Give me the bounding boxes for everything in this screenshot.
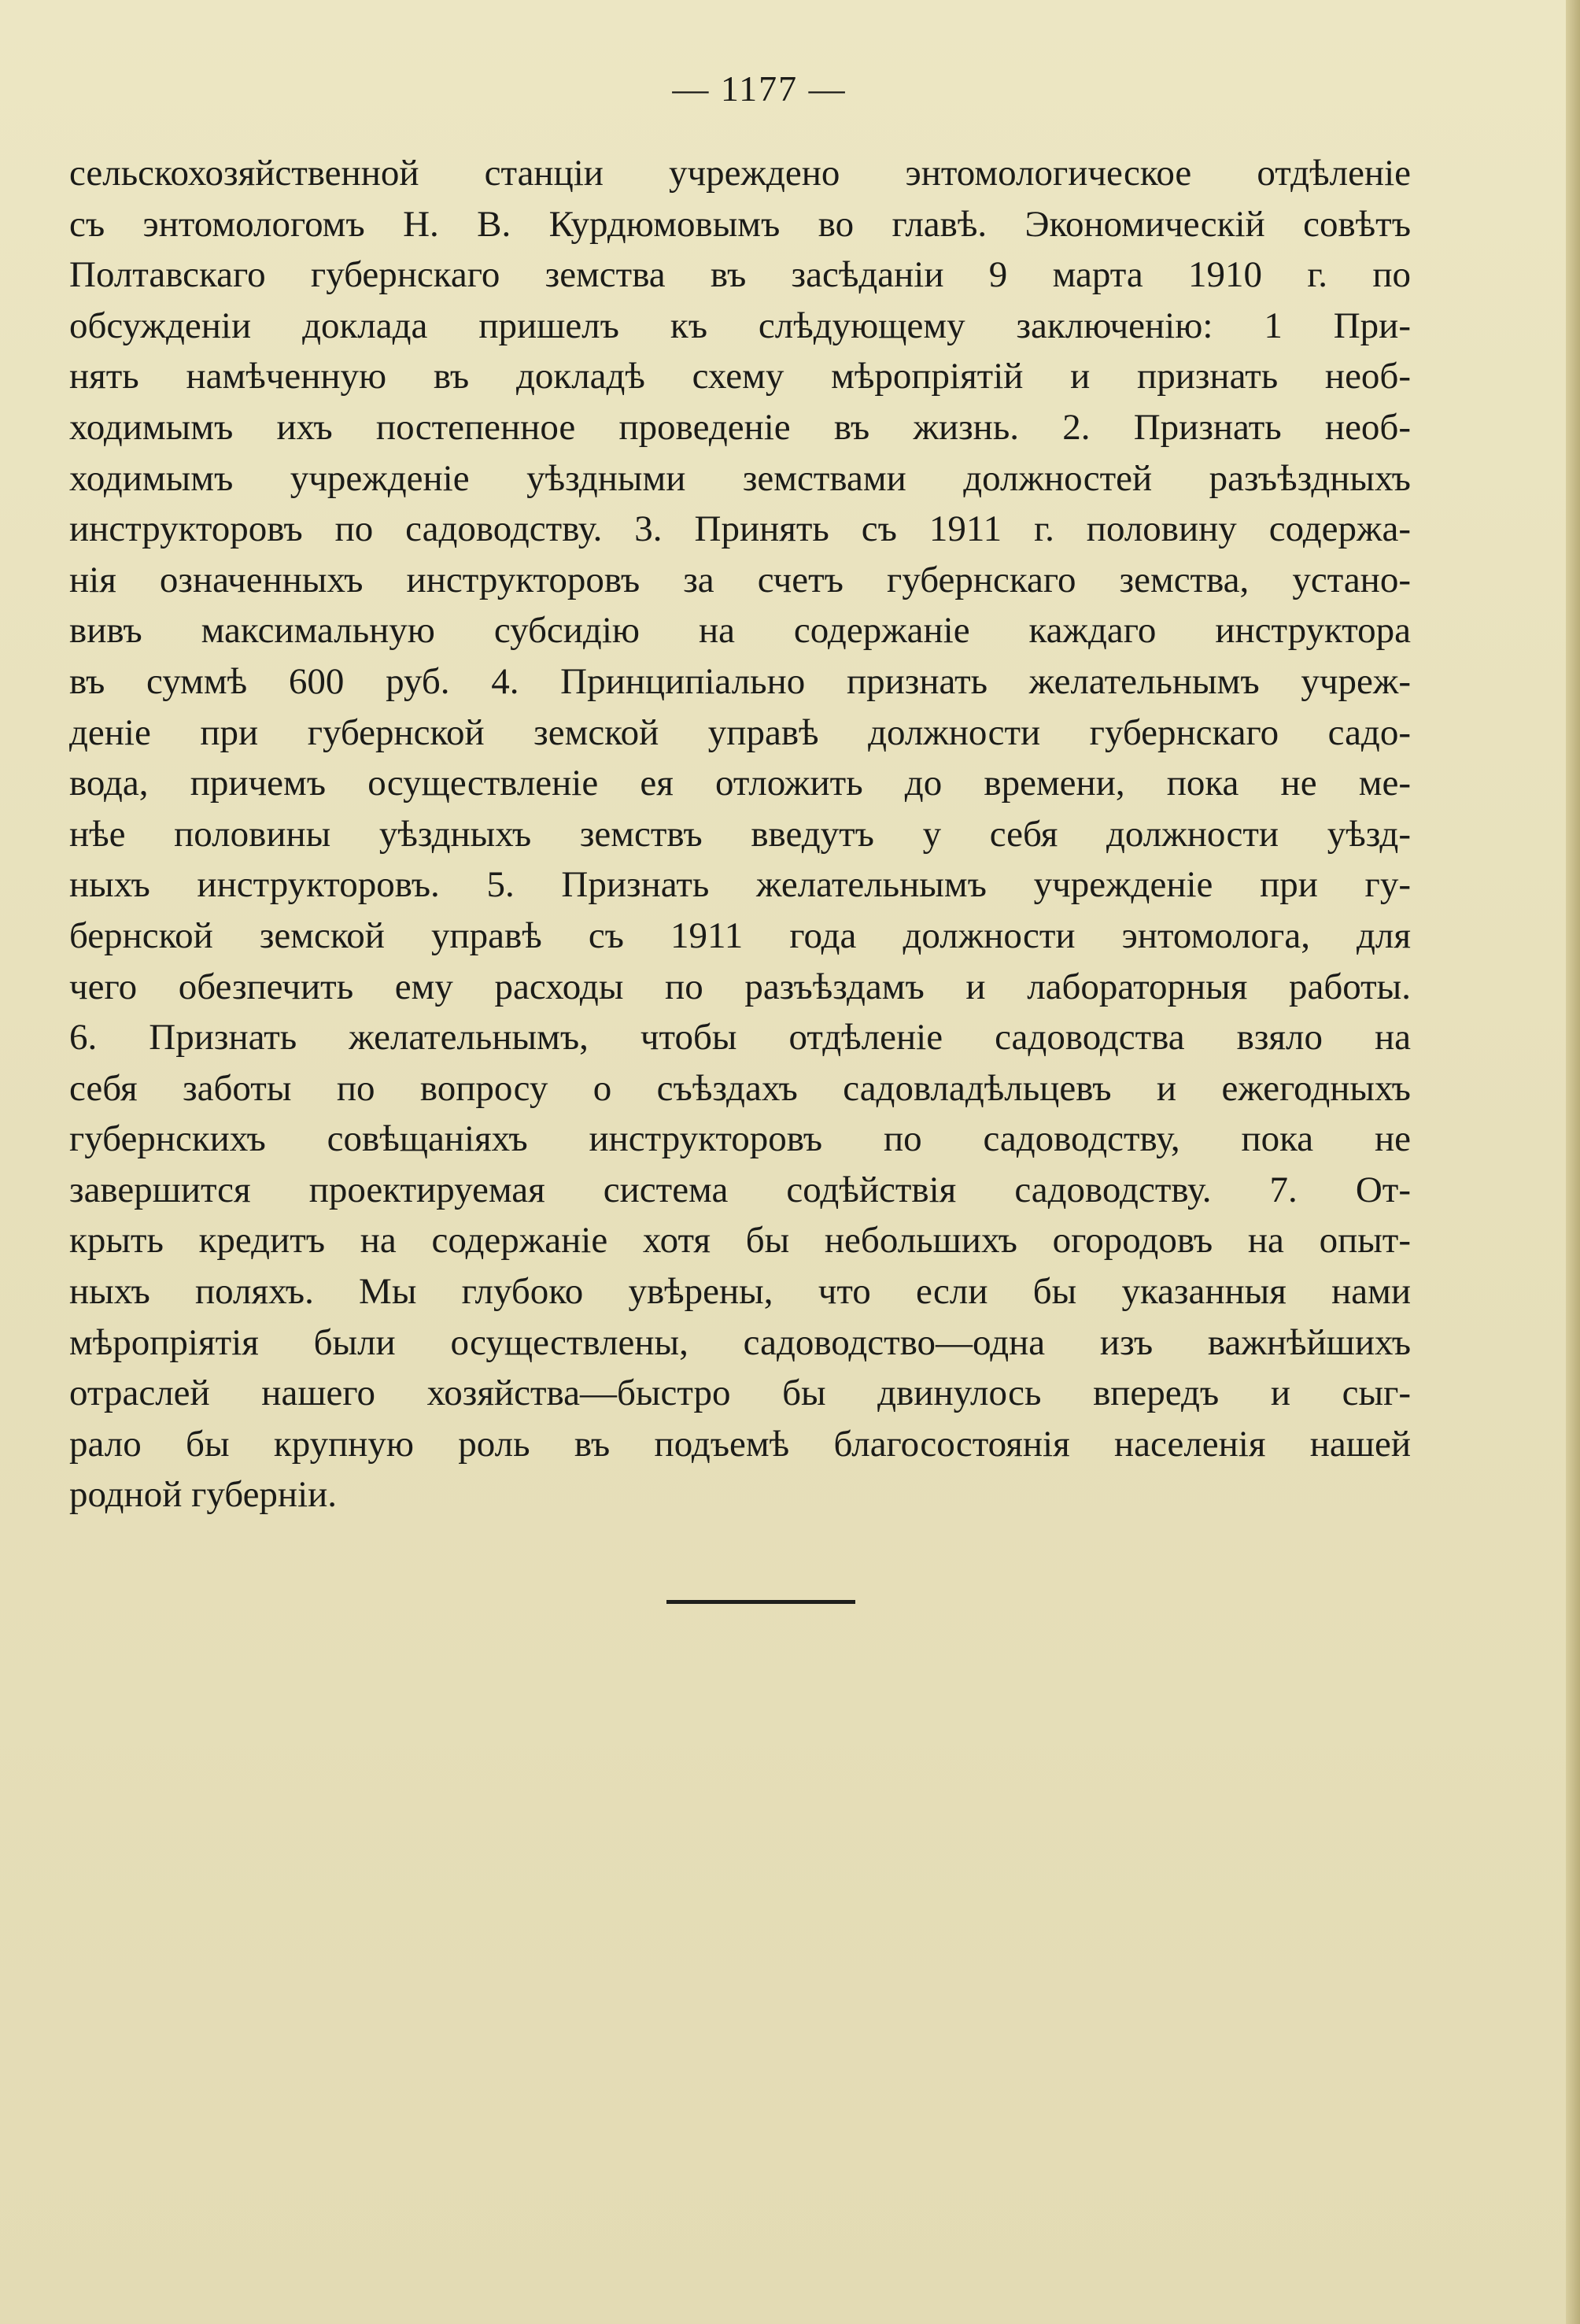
text-line: себя заботы по вопросу о съѣздахъ садовладѣльцевъ и ежегодныхъ (69, 1067, 1411, 1109)
text-line: рало бы крупную роль въ подъемѣ благосостоянія населенія нашей (69, 1423, 1411, 1465)
text-line: нять намѣченную въ докладѣ схему мѣропріятій и признать необ- (69, 356, 1411, 397)
text-line: съ энтомологомъ Н. В. Курдюмовымъ во главѣ. Экономическій совѣтъ (69, 203, 1411, 245)
text-line: ныхъ поляхъ. Мы глубоко увѣрены, что если бы указанныя нами (69, 1271, 1411, 1313)
text-line: сельскохозяйственной станціи учреждено энтомологическое отдѣленіе (69, 153, 1411, 194)
text-line: завершится проектируемая система содѣйствія садоводству. 7. От- (69, 1169, 1411, 1210)
text-line: губернскихъ совѣщаніяхъ инструкторовъ по садоводству, пока не (69, 1118, 1411, 1160)
body-paragraph (69, 148, 1411, 1520)
page-edge-shadow (1566, 0, 1580, 2324)
text-line: чего обезпечить ему расходы по разъѣздамъ и лабораторныя работы. (69, 966, 1411, 1007)
text-line: ходимымъ ихъ постепенное проведеніе въ жизнь. 2. Признать необ- (69, 406, 1411, 448)
text-line: обсужденіи доклада пришелъ къ слѣдующему заключенію: 1 При- (69, 305, 1411, 346)
text-line: въ суммѣ 600 руб. 4. Принципіально признать желательнымъ учреж- (69, 660, 1411, 702)
text-line: нѣе половины уѣздныхъ земствъ введутъ у себя должности уѣзд- (69, 813, 1411, 855)
text-line: 6. Признать желательнымъ, чтобы отдѣленіе садоводства взяло на (69, 1017, 1411, 1059)
text-line: вивъ максимальную субсидію на содержаніе каждаго инструктора (69, 610, 1411, 652)
text-line: ходимымъ учрежденіе уѣздными земствами должностей разъѣздныхъ (69, 457, 1411, 499)
text-line: крыть кредитъ на содержаніе хотя бы небольшихъ огородовъ на опыт- (69, 1220, 1411, 1262)
text-line: мѣропріятія были осуществлены, садоводство—одна изъ важнѣйшихъ (69, 1321, 1411, 1363)
page-number: — 1177 — (672, 68, 847, 109)
text-line: инструкторовъ по садоводству. 3. Принять съ 1911 г. половину содержа- (69, 508, 1411, 550)
text-line: Полтавскаго губернскаго земства въ засѣданіи 9 марта 1910 г. по (69, 254, 1411, 296)
text-line: ныхъ инструкторовъ. 5. Признать желательнымъ учрежденіе при гу- (69, 864, 1411, 906)
text-line: бернской земской управѣ съ 1911 года должности энтомолога, для (69, 914, 1411, 956)
text-line: деніе при губернской земской управѣ должности губернскаго садо- (69, 711, 1411, 753)
text-line: нія означенныхъ инструкторовъ за счетъ губернскаго земства, устано- (69, 559, 1411, 600)
text-line: отраслей нашего хозяйства—быстро бы двинулось впередъ и сыг- (69, 1373, 1411, 1414)
text-line: вода, причемъ осуществленіе ея отложить до времени, пока не ме- (69, 763, 1411, 804)
separator-rule (666, 1600, 855, 1604)
text-line: родной губерніи. (69, 1474, 338, 1516)
